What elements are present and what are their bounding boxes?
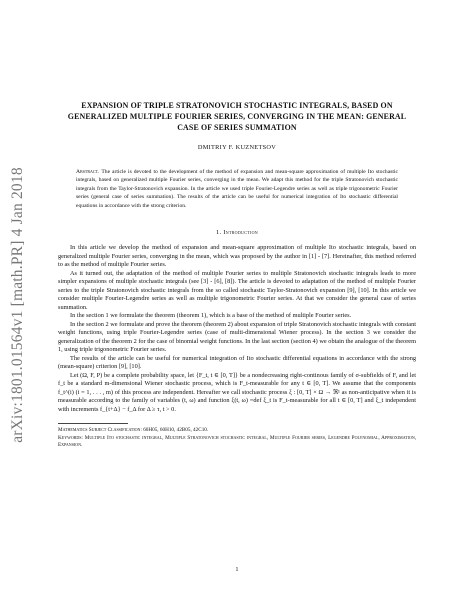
- page-number: 1: [235, 566, 239, 573]
- footnote-msc: [58, 427, 416, 435]
- body-paragraph: In the section 2 we formulate and prove the theorem (theorem 2) about expansion of triple Stratonovich stochastic integrals with constant weight functions, using triple Fourier-Legendre series (case of multi-dimensional Wiener process). In the section 3 we consider the generalization of the theorem 2 for the case of binomial weight functions. In the last section (section 4) we obtain the analogue of the theorem 1, using triple trigonometric Fourier series.: [58, 320, 416, 354]
- paper-title: EXPANSION OF TRIPLE STRATONOVICH STOCHASTIC INTEGRALS, BASED ON GENERALIZED MULTIPLE FOURIER SERIES, CONVERGING IN THE MEAN: GENERAL CASE OF SERIES SUMMATION: [67, 101, 407, 132]
- msc-label: Mathematics Subject Classification:: [58, 427, 142, 434]
- msc-text: 60H05, 60H10, 42B05, 42C10.: [143, 427, 209, 434]
- footnote-rule: [58, 423, 128, 424]
- body-paragraph: Let (Ω, F, P) be a complete probability space, let {F_t, t ∈ [0, T]} be a nondecreasing right-continous family of σ-subfields of F, and let f_t be a standard m-dimensional Wiener stochastic process, which is F_t-measurable for any t ∈ [0, T]. We assume that the components f_t^(i) (i = 1, . . . , m) of this process are independent. Hereafter we call stochastic process ξ : [0, T] × Ω → ℜ¹ as non-anticipative when it is measurable according to the family of variables (t, ω) and function ξ(t, ω) =def ξ_t is F_t-measurable for all t ∈ [0, T] and ξ_t independent with increments f_{t+Δ} − f_Δ for Δ ≥ τ, t > 0.: [58, 371, 416, 413]
- keywords-text: Multiple Ito stochastic integral, Multiple Stratonovich stochastic integral, Multiple Fourier series, Legendre Polynomial, Approximation, Expansion.: [58, 434, 416, 449]
- section-heading: 1. Introduction: [216, 229, 258, 237]
- keywords-label: Keywords:: [58, 434, 83, 441]
- arxiv-sidebar-stamp: [4, 140, 32, 470]
- footnote-keywords: [58, 435, 416, 450]
- body-paragraph: In the section 1 we formulate the theorem (theorem 1), which is a base of the method of multiple Fourier series.: [70, 312, 352, 320]
- abstract-block: [76, 168, 398, 210]
- arxiv-identifier: arXiv:1801.01564v1 [math.PR] 4 Jan 2018: [9, 167, 26, 443]
- paper-page: [58, 100, 416, 450]
- abstract-text: The article is devoted to the development of the method of expansion and mean-square approximation of multiple Ito stochastic integrals, based on generalized multiple Fourier series, converging in the mean. We adapt this method for the triple Stratonovich stochastic integrals from the Taylor-Stratonovich expansion. In the article we used triple Fourier-Legendre series as well as triple trigonometric Fourier series (general case of series summation). The results of the article can be useful for numerical integration of Ito stochastic differential equations in accordance with the strong criterion.: [76, 169, 398, 209]
- body-paragraph: The results of the article can be useful for numerical integration of Ito stochastic differential equations in accordance with the strong (mean-square) criterion [9], [10].: [58, 354, 416, 371]
- body-paragraph: In this article we develop the method of expansion and mean-square approximation of multiple Ito stochastic integrals, based on generalized multiple Fourier series, converging in the mean, which was proposed by the author in [1] - [7]. Hereinafter, this method referred to as the method of multiple Fourier series.: [58, 244, 416, 269]
- body-paragraph: As it turned out, the adaptation of the method of multiple Fourier series to multiple Stratonovich stochastic integrals leads to more simpler expansions of multiple stochastic integrals (see [3] - [6], [8]). The article is devoted to adaptation of the method of multiple Fourier series to the triple Stratonovich stochastic integrals from the so called stochastic Taylor-Stratonovich expansion [9], [10]. In this article we consider multiple Fourier-Legendre series as well as multiple trigonometric Fourier series. At that we consider the general case of series summation.: [58, 269, 416, 311]
- author-name: DMITRIY F. KUZNETSOV: [197, 144, 277, 151]
- abstract-label: Abstract.: [76, 169, 100, 175]
